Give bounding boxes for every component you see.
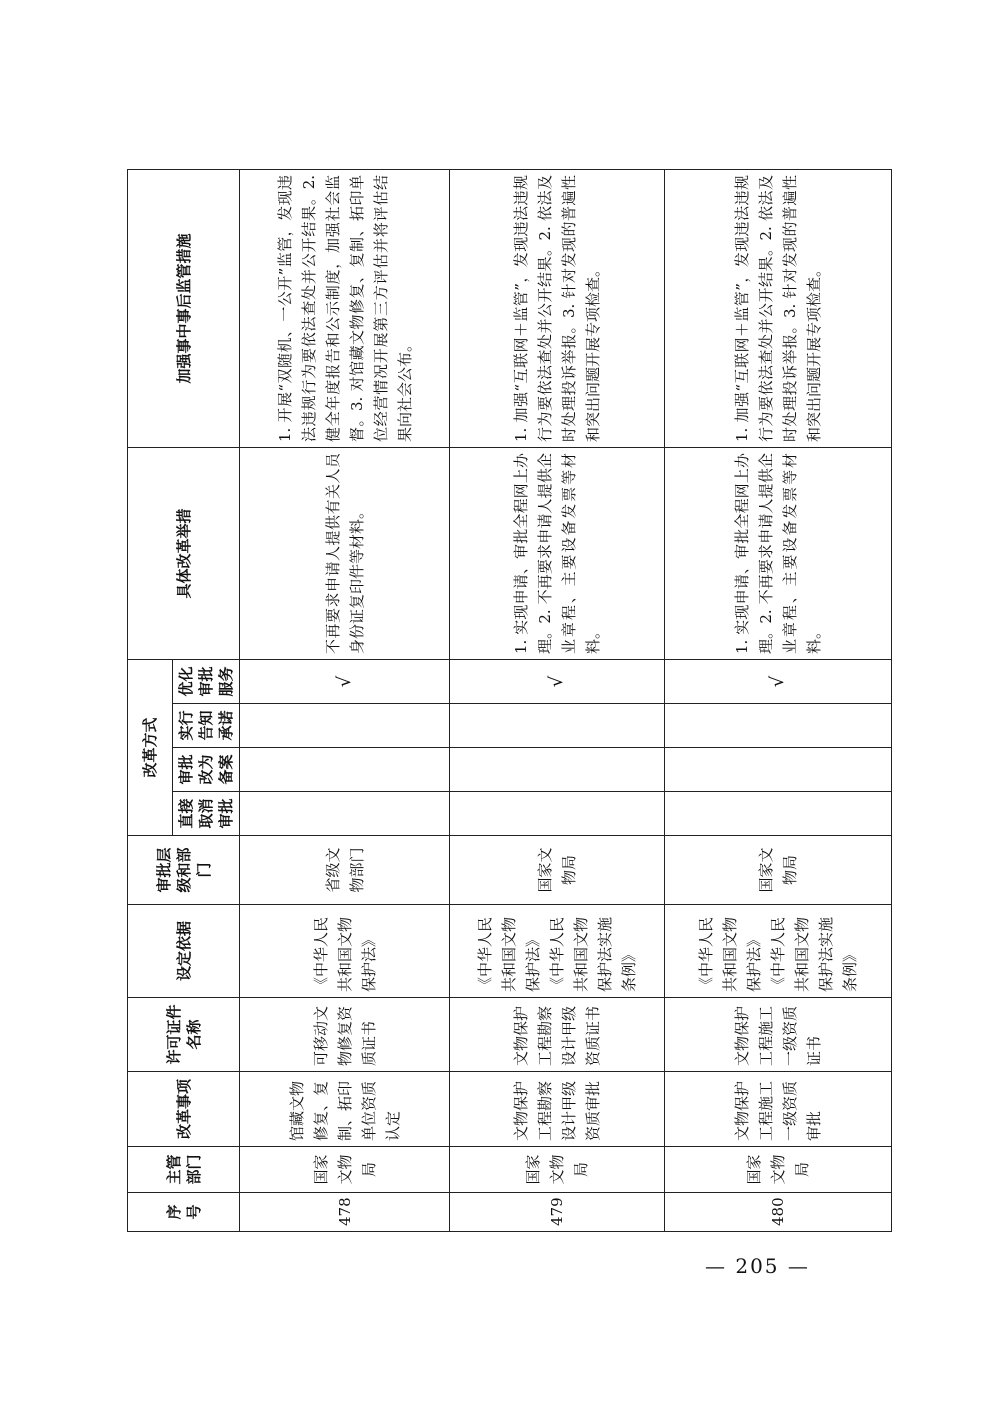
cell-supervision: 1. 开展“双随机、一公开”监管，发现违法违规行为要依法查处并公开结果。2. 健全年度报告和公示制度，加强社会监督。3. 对馆藏文物修复、复制、拓印单位经营情况开展第三方评估并将评估结果向社会公布。 xyxy=(240,169,450,447)
table-row xyxy=(240,169,450,1231)
cell-level: 国家文物局 xyxy=(450,836,665,905)
cell-method-commitment xyxy=(240,704,450,748)
header-supervision: 加强事中事后监管措施 xyxy=(128,169,240,447)
page-number: — 205 — xyxy=(705,1254,810,1278)
header-item: 改革事项 xyxy=(128,1072,240,1147)
cell-basis: 《中华人民共和国文物保护法》 xyxy=(240,905,450,998)
header-method-group: 改革方式 xyxy=(128,659,173,835)
cell-license: 文物保护工程勘察设计甲级资质证书 xyxy=(450,998,665,1072)
cell-measures: 1. 实现申请、审批全程网上办理。2. 不再要求申请人提供企业章程、主要设备发票等材料。 xyxy=(450,447,665,659)
rotated-table-wrapper xyxy=(127,170,864,1232)
header-method-commitment: 实行告知承诺 xyxy=(173,704,240,748)
cell-level: 省级文物部门 xyxy=(240,836,450,905)
cell-measures: 1. 实现申请、审批全程网上办理。2. 不再要求申请人提供企业章程、主要设备发票等材料。 xyxy=(665,447,892,659)
cell-seq: 478 xyxy=(240,1193,450,1232)
cell-item: 文物保护工程施工一级资质审批 xyxy=(665,1072,892,1147)
cell-level: 国家文物局 xyxy=(665,836,892,905)
cell-method-cancel xyxy=(240,792,450,836)
reform-table xyxy=(127,169,892,1232)
cell-method-commitment xyxy=(450,704,665,748)
cell-method-optimize: √ xyxy=(665,659,892,703)
cell-method-optimize: √ xyxy=(450,659,665,703)
cell-method-filing xyxy=(240,748,450,792)
cell-measures: 不再要求申请人提供有关人员身份证复印件等材料。 xyxy=(240,447,450,659)
cell-supervision: 1. 加强“互联网＋监管”，发现违法违规行为要依法查处并公开结果。2. 依法及时处理投诉举报。3. 针对发现的普遍性和突出问题开展专项检查。 xyxy=(450,169,665,447)
header-dept: 主管部门 xyxy=(128,1147,240,1193)
cell-basis: 《中华人民共和国文物保护法》《中华人民共和国文物保护法实施条例》 xyxy=(450,905,665,998)
cell-item: 文物保护工程勘察设计甲级资质审批 xyxy=(450,1072,665,1147)
cell-seq: 480 xyxy=(665,1193,892,1232)
table-row xyxy=(665,169,892,1231)
cell-dept: 国家文物局 xyxy=(240,1147,450,1193)
cell-item: 馆藏文物修复、复制、拓印单位资质认定 xyxy=(240,1072,450,1147)
cell-dept: 国家文物局 xyxy=(665,1147,892,1193)
cell-method-optimize: √ xyxy=(240,659,450,703)
cell-seq: 479 xyxy=(450,1193,665,1232)
cell-license: 可移动文物修复资质证书 xyxy=(240,998,450,1072)
cell-method-filing xyxy=(450,748,665,792)
header-seq: 序号 xyxy=(128,1193,240,1232)
cell-method-filing xyxy=(665,748,892,792)
cell-dept: 国家文物局 xyxy=(450,1147,665,1193)
cell-supervision: 1. 加强“互联网＋监管”，发现违法违规行为要依法查处并公开结果。2. 依法及时处理投诉举报。3. 针对发现的普遍性和突出问题开展专项检查。 xyxy=(665,169,892,447)
cell-method-commitment xyxy=(665,704,892,748)
header-method-optimize: 优化审批服务 xyxy=(173,659,240,703)
cell-license: 文物保护工程施工一级资质证书 xyxy=(665,998,892,1072)
table-row xyxy=(450,169,665,1231)
cell-method-cancel xyxy=(665,792,892,836)
header-method-filing: 审批改为备案 xyxy=(173,748,240,792)
cell-method-cancel xyxy=(450,792,665,836)
header-method-cancel: 直接取消审批 xyxy=(173,792,240,836)
header-license: 许可证件名称 xyxy=(128,998,240,1072)
header-level: 审批层级和部门 xyxy=(128,836,240,905)
header-measures: 具体改革举措 xyxy=(128,447,240,659)
cell-basis: 《中华人民共和国文物保护法》《中华人民共和国文物保护法实施条例》 xyxy=(665,905,892,998)
header-basis: 设定依据 xyxy=(128,905,240,998)
